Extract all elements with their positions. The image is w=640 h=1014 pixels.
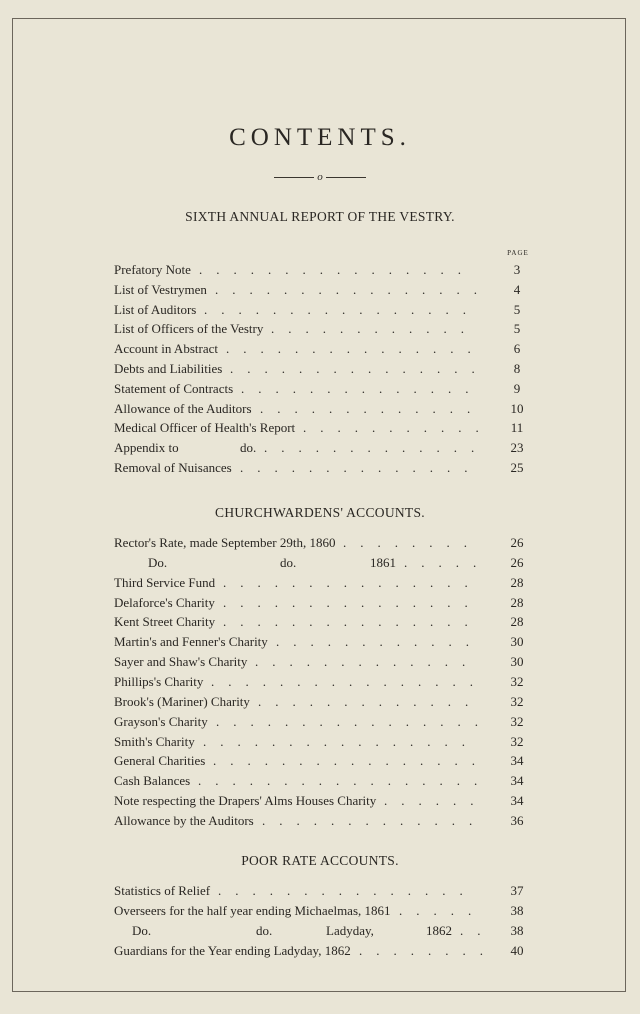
- divider-line-left: [274, 177, 314, 178]
- leader-dots: ................: [203, 733, 479, 749]
- toc-entry-page: 4: [513, 281, 521, 297]
- divider-mark: o: [317, 171, 323, 183]
- toc-entry-label: Account in Abstract: [114, 341, 218, 357]
- toc-entry-page: 32: [510, 733, 524, 749]
- leader-dots: .............: [264, 440, 489, 456]
- leader-dots: ................: [199, 262, 475, 277]
- toc-entry-page: 34: [510, 773, 524, 789]
- toc-entry-page: 8: [513, 361, 521, 376]
- toc-entry-label: Grayson's Charity: [114, 713, 208, 729]
- title-divider: [0, 172, 640, 182]
- leader-dots: ..: [460, 922, 495, 938]
- leader-dots: ...........: [303, 420, 493, 436]
- divider-line-right: [326, 177, 366, 178]
- toc-entry-label: Statistics of Relief: [114, 883, 211, 898]
- toc-entry-label: List of Vestrymen: [114, 281, 207, 297]
- toc-entry: [114, 902, 532, 920]
- toc-entry-page: 38: [510, 922, 524, 938]
- toc-entry: [114, 281, 532, 299]
- toc-entry-label-part: do.: [256, 922, 273, 938]
- toc-entry-page: 3: [513, 262, 521, 277]
- toc-entry-label: List of Officers of the Vestry: [114, 321, 264, 337]
- toc-entry-label-part: do.: [240, 440, 257, 456]
- toc-entry: [114, 360, 532, 378]
- leader-dots: ......: [384, 793, 488, 809]
- toc-entry-page: 34: [510, 793, 524, 809]
- toc-entry-label-part: 1861: [370, 554, 396, 570]
- toc-entry: [114, 673, 532, 691]
- toc-entry-page: 5: [513, 301, 521, 317]
- leader-dots: ..............: [240, 460, 482, 475]
- toc-entry-page: 11: [510, 420, 524, 436]
- toc-entry-page: 26: [510, 554, 524, 570]
- toc-entry-label-part: 1862: [426, 922, 452, 938]
- toc-entry: [114, 594, 532, 612]
- toc-entry: [114, 922, 532, 940]
- toc-entry-label: Removal of Nuisances: [114, 460, 232, 475]
- toc-entry: [114, 459, 532, 477]
- leader-dots: .............: [260, 400, 485, 416]
- leader-dots: ...............: [223, 594, 482, 610]
- toc-entry-page: 40: [510, 942, 524, 958]
- toc-entry: [114, 772, 532, 790]
- toc-entry-label: Sayer and Shaw's Charity: [114, 654, 248, 670]
- leader-dots: ........: [359, 942, 497, 958]
- leader-dots: ............: [271, 321, 478, 337]
- toc-entry-label: General Charities: [114, 753, 206, 769]
- toc-entry: [114, 942, 532, 960]
- toc-entry: [114, 882, 532, 900]
- section-heading-vestry: SIXTH ANNUAL REPORT OF THE VESTRY.: [185, 209, 455, 224]
- toc-entry-page: 5: [513, 321, 521, 337]
- toc-entry-label: Kent Street Charity: [114, 614, 216, 630]
- toc-entry-label: Guardians for the Year ending Ladyday, 1862: [114, 942, 351, 958]
- toc-entry-page: 28: [510, 594, 524, 610]
- toc-entry-label: Phillips's Charity: [114, 673, 204, 689]
- leader-dots: ................: [204, 301, 480, 317]
- leader-dots: .............: [258, 693, 483, 709]
- leader-dots: ...............: [223, 614, 482, 630]
- leader-dots: ..............: [241, 380, 483, 396]
- toc-entry-page: 26: [510, 535, 524, 550]
- leader-dots: .................: [198, 773, 492, 789]
- toc-entry: [114, 419, 532, 437]
- toc-entry-label: Do.: [148, 554, 168, 570]
- toc-entry: [114, 633, 532, 651]
- leader-dots: ................: [216, 713, 492, 729]
- leader-dots: ........: [343, 535, 481, 550]
- toc-entry-label-part: do.: [280, 554, 297, 570]
- toc-entry: [114, 574, 532, 592]
- toc-entry-label: Allowance by the Auditors: [114, 812, 254, 828]
- leader-dots: ................: [213, 753, 489, 769]
- leader-dots: ................: [215, 281, 491, 297]
- toc-entry: [114, 653, 532, 671]
- toc-entry-page: 38: [510, 902, 524, 918]
- toc-entry: [114, 301, 532, 319]
- toc-entry-page: 34: [510, 753, 524, 769]
- toc-entry: [114, 400, 532, 418]
- toc-entry-label: Cash Balances: [114, 773, 191, 789]
- toc-entry: [114, 752, 532, 770]
- section-heading-churchwardens: CHURCHWARDENS' ACCOUNTS.: [215, 505, 425, 520]
- toc-entry-label: Rector's Rate, made September 29th, 1860: [114, 535, 336, 550]
- toc-entry-page: 23: [510, 440, 524, 456]
- toc-entry-page: 28: [510, 614, 524, 630]
- toc-entry-page: 32: [510, 673, 524, 689]
- toc-entry-page: 32: [510, 693, 524, 709]
- toc-entry-label: Overseers for the half year ending Michaelmas, 1861: [114, 902, 391, 918]
- toc-entry: [114, 554, 532, 572]
- toc-entry-label: Debts and Liabilities: [114, 361, 223, 376]
- toc-entry-label: Delaforce's Charity: [114, 594, 215, 610]
- toc-entry-page: 30: [510, 654, 524, 670]
- toc-entry-label: Third Service Fund: [114, 574, 216, 590]
- toc-entry-label: List of Auditors: [114, 301, 197, 317]
- toc-entry-label: Do.: [132, 922, 152, 938]
- leader-dots: .............: [262, 812, 487, 828]
- toc-entry: [114, 812, 532, 830]
- toc-entry-label: Smith's Charity: [114, 733, 195, 749]
- leader-dots: .....: [404, 554, 491, 570]
- leader-dots: ...............: [223, 574, 482, 590]
- toc-entry-page: 10: [510, 400, 524, 416]
- toc-entry-label-part: Ladyday,: [326, 922, 374, 938]
- toc-entry: [114, 261, 532, 279]
- leader-dots: .....: [399, 902, 486, 918]
- leader-dots: ...............: [218, 883, 477, 898]
- toc-entry: [114, 613, 532, 631]
- toc-entry: [114, 713, 532, 731]
- toc-entry-page: 36: [510, 812, 524, 828]
- toc-entry-label: Appendix to: [114, 440, 179, 456]
- toc-entry-label: Brook's (Mariner) Charity: [114, 693, 250, 709]
- toc-entry-label: Martin's and Fenner's Charity: [114, 634, 268, 650]
- toc-entry: [114, 792, 532, 810]
- toc-entry-page: 37: [510, 883, 524, 898]
- toc-entry-page: 6: [513, 341, 521, 357]
- toc-entry: [114, 439, 532, 457]
- leader-dots: ................: [211, 673, 487, 689]
- leader-dots: .............: [255, 654, 480, 670]
- section-heading-poor-rate: POOR RATE ACCOUNTS.: [241, 853, 399, 868]
- toc-entry-page: 30: [510, 634, 524, 650]
- toc-entry-label: Prefatory Note: [114, 262, 191, 277]
- toc-entry: [114, 693, 532, 711]
- leader-dots: ...............: [226, 341, 485, 357]
- page-column-label: PAGE: [507, 249, 529, 257]
- toc-entry: [114, 534, 532, 552]
- toc-entry-page: 25: [510, 460, 524, 475]
- toc-entry-label: Note respecting the Drapers' Alms Houses Charity: [114, 793, 377, 809]
- toc-entry-label: Allowance of the Auditors: [114, 400, 252, 416]
- leader-dots: ...............: [230, 361, 489, 376]
- toc-entry-label: Statement of Contracts: [114, 380, 234, 396]
- toc-entry: [114, 733, 532, 751]
- toc-entry-page: 32: [510, 713, 524, 729]
- toc-entry: [114, 380, 532, 398]
- contents-title: CONTENTS.: [229, 124, 411, 151]
- leader-dots: ............: [276, 634, 483, 650]
- toc-entry: [114, 320, 532, 338]
- toc-entry-page: 9: [513, 380, 521, 396]
- toc-entry: [114, 340, 532, 358]
- toc-entry-page: 28: [510, 574, 524, 590]
- toc-entry-label: Medical Officer of Health's Report: [114, 420, 296, 436]
